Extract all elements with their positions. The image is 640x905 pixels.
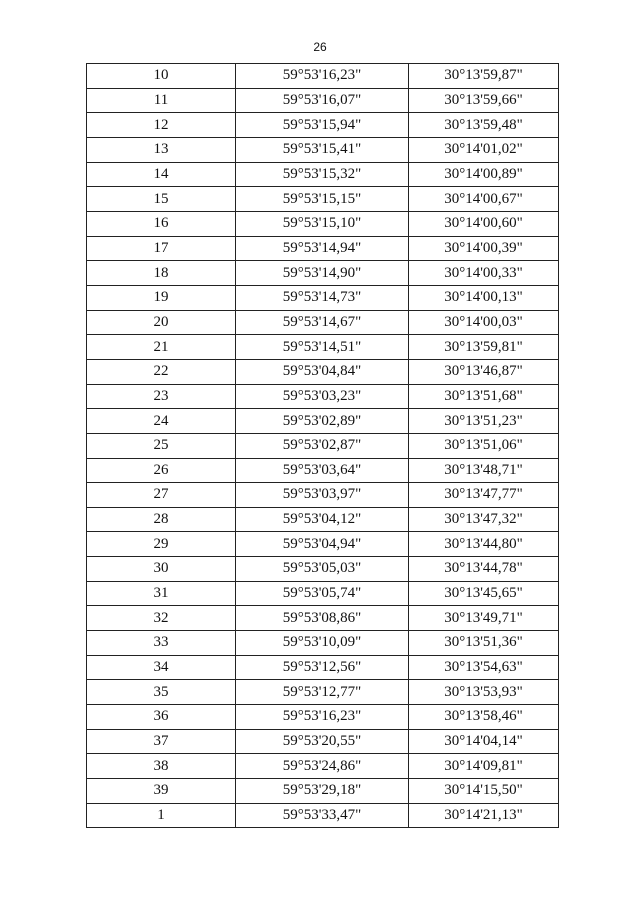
longitude-cell: 30°13'59,48"	[409, 113, 559, 138]
latitude-cell: 59°53'15,32"	[236, 162, 409, 187]
latitude-cell: 59°53'14,90"	[236, 261, 409, 286]
point-number-cell: 17	[87, 236, 236, 261]
page-number: 26	[313, 40, 327, 54]
longitude-cell: 30°14'01,02"	[409, 137, 559, 162]
table-row	[87, 187, 559, 212]
longitude-cell: 30°14'00,03"	[409, 310, 559, 335]
latitude-cell: 59°53'05,03"	[236, 557, 409, 582]
point-number-cell: 10	[87, 64, 236, 89]
latitude-cell: 59°53'16,23"	[236, 705, 409, 730]
latitude-cell: 59°53'14,51"	[236, 335, 409, 360]
latitude-cell: 59°53'04,94"	[236, 532, 409, 557]
longitude-cell: 30°13'48,71"	[409, 458, 559, 483]
latitude-cell: 59°53'03,97"	[236, 483, 409, 508]
longitude-cell: 30°14'00,39"	[409, 236, 559, 261]
point-number-cell: 29	[87, 532, 236, 557]
longitude-cell: 30°13'44,78"	[409, 557, 559, 582]
point-number-cell: 20	[87, 310, 236, 335]
table-row	[87, 631, 559, 656]
table-row	[87, 705, 559, 730]
point-number-cell: 15	[87, 187, 236, 212]
table-row	[87, 754, 559, 779]
longitude-cell: 30°13'51,68"	[409, 384, 559, 409]
latitude-cell: 59°53'03,23"	[236, 384, 409, 409]
latitude-cell: 59°53'15,41"	[236, 137, 409, 162]
longitude-cell: 30°13'51,23"	[409, 409, 559, 434]
table-row	[87, 88, 559, 113]
table-row	[87, 581, 559, 606]
latitude-cell: 59°53'02,87"	[236, 433, 409, 458]
longitude-cell: 30°14'00,60"	[409, 211, 559, 236]
latitude-cell: 59°53'24,86"	[236, 754, 409, 779]
latitude-cell: 59°53'14,73"	[236, 285, 409, 310]
latitude-cell: 59°53'14,94"	[236, 236, 409, 261]
table-row	[87, 64, 559, 89]
point-number-cell: 30	[87, 557, 236, 582]
latitude-cell: 59°53'04,84"	[236, 359, 409, 384]
longitude-cell: 30°14'00,67"	[409, 187, 559, 212]
point-number-cell: 13	[87, 137, 236, 162]
point-number-cell: 11	[87, 88, 236, 113]
point-number-cell: 39	[87, 779, 236, 804]
point-number-cell: 28	[87, 507, 236, 532]
table-row	[87, 384, 559, 409]
table-row	[87, 359, 559, 384]
latitude-cell: 59°53'15,94"	[236, 113, 409, 138]
table-row	[87, 507, 559, 532]
longitude-cell: 30°13'47,32"	[409, 507, 559, 532]
coordinates-table-body	[87, 64, 559, 828]
point-number-cell: 27	[87, 483, 236, 508]
point-number-cell: 24	[87, 409, 236, 434]
table-row	[87, 285, 559, 310]
longitude-cell: 30°13'51,36"	[409, 631, 559, 656]
table-row	[87, 137, 559, 162]
longitude-cell: 30°14'15,50"	[409, 779, 559, 804]
point-number-cell: 16	[87, 211, 236, 236]
latitude-cell: 59°53'08,86"	[236, 606, 409, 631]
longitude-cell: 30°14'00,33"	[409, 261, 559, 286]
longitude-cell: 30°13'45,65"	[409, 581, 559, 606]
latitude-cell: 59°53'14,67"	[236, 310, 409, 335]
point-number-cell: 33	[87, 631, 236, 656]
table-row	[87, 655, 559, 680]
longitude-cell: 30°13'44,80"	[409, 532, 559, 557]
longitude-cell: 30°14'04,14"	[409, 729, 559, 754]
table-row	[87, 803, 559, 828]
table-row	[87, 261, 559, 286]
table-row	[87, 729, 559, 754]
longitude-cell: 30°13'59,81"	[409, 335, 559, 360]
point-number-cell: 21	[87, 335, 236, 360]
point-number-cell: 35	[87, 680, 236, 705]
latitude-cell: 59°53'20,55"	[236, 729, 409, 754]
latitude-cell: 59°53'10,09"	[236, 631, 409, 656]
table-row	[87, 409, 559, 434]
table-row	[87, 680, 559, 705]
table-row	[87, 433, 559, 458]
table-row	[87, 532, 559, 557]
latitude-cell: 59°53'03,64"	[236, 458, 409, 483]
latitude-cell: 59°53'16,23"	[236, 64, 409, 89]
point-number-cell: 18	[87, 261, 236, 286]
table-row	[87, 606, 559, 631]
table-row	[87, 310, 559, 335]
latitude-cell: 59°53'15,10"	[236, 211, 409, 236]
point-number-cell: 1	[87, 803, 236, 828]
table-row	[87, 113, 559, 138]
table-row	[87, 483, 559, 508]
point-number-cell: 19	[87, 285, 236, 310]
latitude-cell: 59°53'29,18"	[236, 779, 409, 804]
latitude-cell: 59°53'33,47"	[236, 803, 409, 828]
point-number-cell: 38	[87, 754, 236, 779]
point-number-cell: 23	[87, 384, 236, 409]
table-row	[87, 557, 559, 582]
longitude-cell: 30°13'49,71"	[409, 606, 559, 631]
coordinates-table	[86, 63, 559, 828]
longitude-cell: 30°13'58,46"	[409, 705, 559, 730]
point-number-cell: 32	[87, 606, 236, 631]
latitude-cell: 59°53'04,12"	[236, 507, 409, 532]
latitude-cell: 59°53'12,77"	[236, 680, 409, 705]
longitude-cell: 30°14'21,13"	[409, 803, 559, 828]
longitude-cell: 30°14'09,81"	[409, 754, 559, 779]
latitude-cell: 59°53'12,56"	[236, 655, 409, 680]
table-row	[87, 236, 559, 261]
table-row	[87, 458, 559, 483]
latitude-cell: 59°53'05,74"	[236, 581, 409, 606]
point-number-cell: 12	[87, 113, 236, 138]
longitude-cell: 30°13'54,63"	[409, 655, 559, 680]
point-number-cell: 14	[87, 162, 236, 187]
table-row	[87, 211, 559, 236]
longitude-cell: 30°13'59,87"	[409, 64, 559, 89]
point-number-cell: 34	[87, 655, 236, 680]
point-number-cell: 22	[87, 359, 236, 384]
latitude-cell: 59°53'16,07"	[236, 88, 409, 113]
table-row	[87, 162, 559, 187]
point-number-cell: 37	[87, 729, 236, 754]
latitude-cell: 59°53'15,15"	[236, 187, 409, 212]
longitude-cell: 30°13'46,87"	[409, 359, 559, 384]
longitude-cell: 30°13'53,93"	[409, 680, 559, 705]
point-number-cell: 36	[87, 705, 236, 730]
longitude-cell: 30°14'00,13"	[409, 285, 559, 310]
longitude-cell: 30°13'51,06"	[409, 433, 559, 458]
point-number-cell: 31	[87, 581, 236, 606]
longitude-cell: 30°14'00,89"	[409, 162, 559, 187]
longitude-cell: 30°13'47,77"	[409, 483, 559, 508]
table-row	[87, 335, 559, 360]
table-row	[87, 779, 559, 804]
point-number-cell: 25	[87, 433, 236, 458]
latitude-cell: 59°53'02,89"	[236, 409, 409, 434]
point-number-cell: 26	[87, 458, 236, 483]
longitude-cell: 30°13'59,66"	[409, 88, 559, 113]
